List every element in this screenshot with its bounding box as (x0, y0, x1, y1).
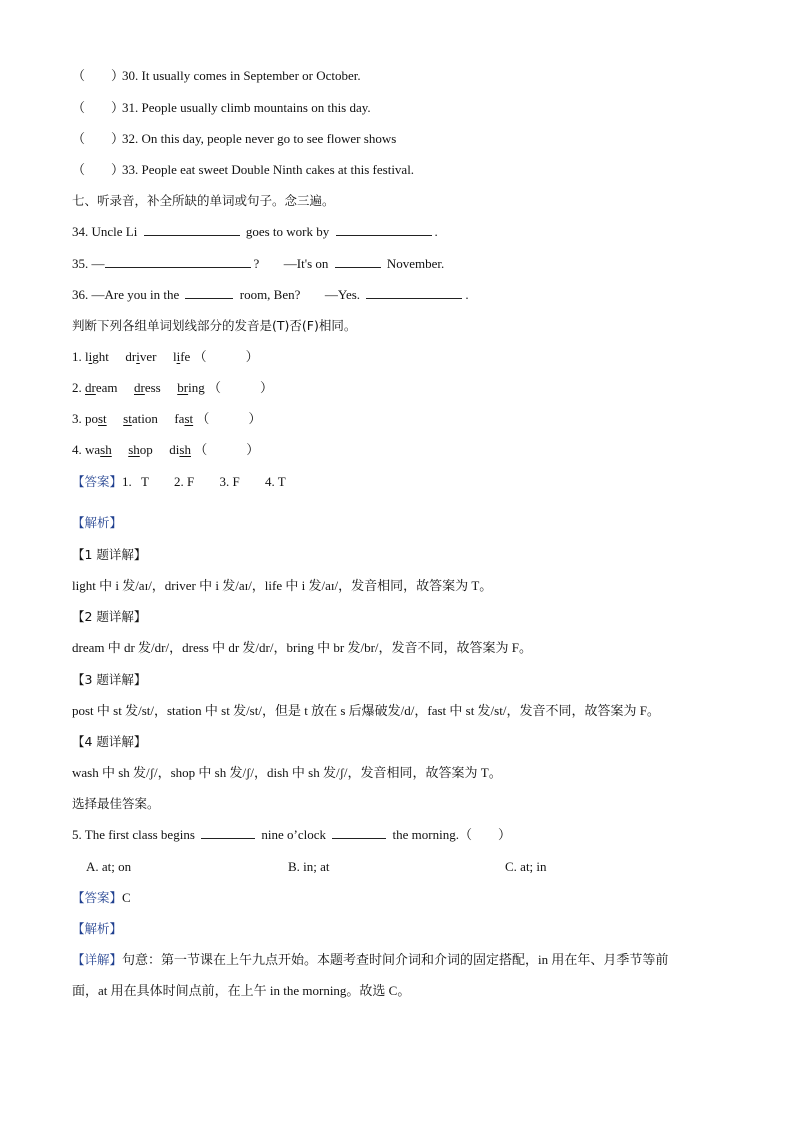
detail-2-label: 【2 题详解】 (72, 609, 147, 624)
answer-blank (366, 286, 462, 299)
word-wash: wash (85, 442, 112, 457)
choose-best-heading: 选择最佳答案。 (72, 796, 160, 811)
answer-blank (185, 286, 233, 299)
question-text: 31. People usually climb mountains on this day. (122, 100, 371, 115)
question-36: 36. —Are you in the room, Ben? —Yes. . (72, 287, 469, 302)
answer-line-2 (72, 889, 131, 907)
pronunciation-item-2: 2. dream dress bring （ ） (72, 380, 273, 395)
word-dress: dress (134, 380, 161, 395)
pronunciation-item-3: 3. post station fast （ ） (72, 411, 262, 426)
word-light: light (85, 349, 109, 364)
question-5: 5. The first class begins nine o’clock the morning.（ ） (72, 827, 511, 842)
answer-bracket: （ ） (72, 131, 125, 146)
answer-value: C (122, 890, 131, 905)
option-c: C. at; in (505, 859, 547, 874)
answer-label: 【答案】 (72, 474, 123, 489)
detail-1-text: light 中 i 发/aɪ/，driver 中 i 发/aɪ/，life 中 i 发/aɪ/，发音相同，故答案为 T。 (72, 578, 493, 593)
detail-paragraph-line-1: 【详解】句意：第一节课在上午九点开始。本题考查时间介词和介词的固定搭配，in 用在年、月季节等前 (72, 952, 669, 967)
question-text: 32. On this day, people never go to see flower shows (122, 131, 397, 146)
answer-bracket: （ ） (72, 162, 125, 177)
detail-label: 【详解】 (72, 952, 123, 967)
word-dream: dream (85, 380, 118, 395)
answer-blank (144, 223, 240, 236)
answer-bracket: （ ） (207, 380, 273, 395)
word-station: station (123, 411, 158, 426)
judge-instruction: 判断下列各组单词划线部分的发音是(T)否(F)相同。 (72, 318, 357, 333)
question-33 (72, 161, 414, 179)
question-34: 34. Uncle Li goes to work by . (72, 224, 438, 239)
detail-paragraph-line-2: 面，at 用在具体时间点前，在上午 in the morning。故选 C。 (72, 983, 411, 998)
answer-bracket: （ ） (72, 68, 125, 83)
word-bring: bring (177, 380, 205, 395)
answer-label: 【答案】 (72, 890, 123, 905)
answer-bracket: （ ） (72, 100, 125, 115)
detail-2-text: dream 中 dr 发/dr/，dress 中 dr 发/dr/，bring 中 br 发/br/，发音不同，故答案为 F。 (72, 640, 533, 655)
word-dish: dish (169, 442, 191, 457)
answer-blank (332, 826, 386, 839)
answer-blank (201, 826, 255, 839)
question-31 (72, 99, 371, 117)
question-30 (72, 67, 361, 85)
question-text: 33. People eat sweet Double Ninth cakes at this festival. (122, 162, 415, 177)
word-driver: driver (125, 349, 157, 364)
detail-4-label: 【4 题详解】 (72, 734, 147, 749)
answer-bracket: （ ） (194, 442, 260, 457)
detail-1-label: 【1 题详解】 (72, 547, 147, 562)
question-32 (72, 130, 396, 148)
answer-bracket: （ ） (196, 411, 262, 426)
answer-blank (335, 255, 381, 268)
word-shop: shop (128, 442, 153, 457)
word-life: life (172, 349, 191, 364)
answer-line-1: 【答案】1. T 2. F 3. F 4. T (72, 474, 286, 489)
section-7-heading: 七、听录音，补全所缺的单词或句子。念三遍。 (72, 193, 335, 208)
answer-bracket: （ ） (193, 349, 259, 364)
answer-blank (336, 223, 432, 236)
pronunciation-item-1: 1. light driver life （ ） (72, 349, 259, 364)
option-a: A. at; on (86, 859, 132, 874)
detail-3-label: 【3 题详解】 (72, 672, 147, 687)
analysis-label: 【解析】 (72, 515, 123, 530)
question-text: 30. It usually comes in September or October. (122, 68, 361, 83)
detail-4-text: wash 中 sh 发/ʃ/，shop 中 sh 发/ʃ/，dish 中 sh 发/ʃ/，发音相同，故答案为 T。 (72, 765, 502, 780)
detail-3-text: post 中 st 发/st/，station 中 st 发/st/，但是 t 放在 s 后爆破发/d/，fast 中 st 发/st/，发音不同，故答案为 F。 (72, 703, 660, 718)
question-35: 35. — ? —It's on November. (72, 256, 445, 271)
word-fast: fast (174, 411, 194, 426)
answer-blank (105, 255, 251, 268)
option-b: B. in; at (288, 859, 330, 874)
analysis-label-2: 【解析】 (72, 921, 123, 936)
pronunciation-item-4: 4. wash shop dish （ ） (72, 442, 260, 457)
word-post: post (85, 411, 107, 426)
